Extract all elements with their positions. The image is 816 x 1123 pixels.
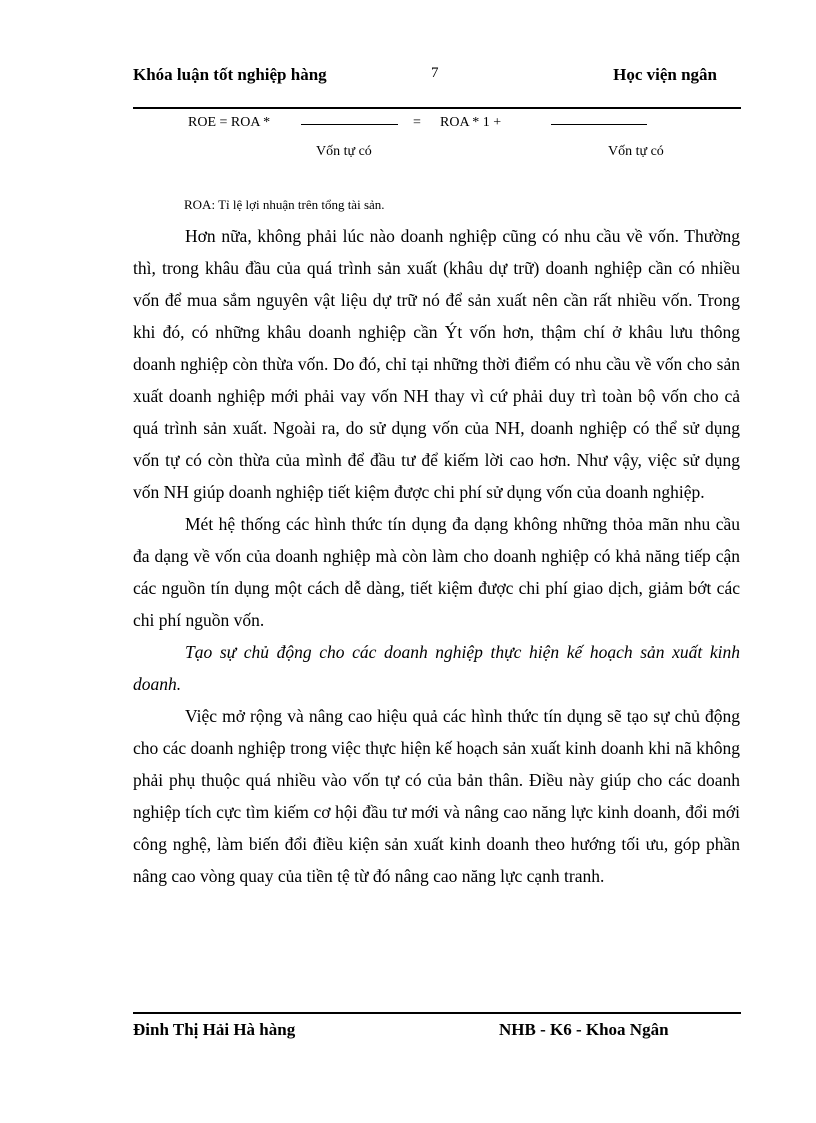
formula-left: ROE = ROA * bbox=[188, 115, 271, 130]
page-header bbox=[133, 60, 741, 110]
page-footer bbox=[133, 1012, 741, 1072]
paragraph: Hơn nữa, không phải lúc nào doanh nghiệp cũng có nhu cầu về vốn. Thường thì, trong khâu đầu của quá trình sản xuất (khâu dự trữ) doanh nghiệp cần có nhiều vốn để mua sắm nguyên vật liệu dự trữ nó để sản xuất nên cần rất nhiều vốn. Trong khi đó, có những khâu doanh nghiệp cần Ýt vốn hơn, thậm chí ở khâu lưu thông doanh nghiệp còn thừa vốn. Do đó, chỉ tại những thời điểm có nhu cầu về vốn cho sản xuất doanh nghiệp mới phải vay vốn NH thay vì cứ phải duy trì toàn bộ vốn cho cả quá trình sản xuất. Ngoài ra, do sử dụng vốn của NH, doanh nghiệp có thể sử dụng vốn tự có còn thừa của mình để đầu tư để kiếm lời cao hơn. Như vậy, việc sử dụng vốn NH giúp doanh nghiệp tiết kiệm được chi phí sử dụng vốn của doanh nghiệp. bbox=[133, 226, 740, 502]
paragraph: Mét hệ thống các hình thức tín dụng đa dạng không những thỏa mãn nhu cầu đa dạng về vốn của doanh nghiệp mà còn làm cho doanh nghiệp có khả năng tiếp cận các nguồn tín dụng một cách dễ dàng, tiết kiệm được chi phí giao dịch, giảm bớt các chi phí nguồn vốn. bbox=[133, 514, 740, 630]
roa-definition: ROA: Tỉ lệ lợi nhuận trên tổng tài sản. bbox=[184, 197, 385, 212]
roe-formula bbox=[185, 115, 705, 175]
paragraph: Việc mở rộng và nâng cao hiệu quả các hình thức tín dụng sẽ tạo sự chủ động cho các doanh nghiệp trong việc thực hiện kế hoạch sản xuất kinh doanh khi nã không phải phụ thuộc quá nhiều vào vốn tự có của bản thân. Điều này giúp cho các doanh nghiệp tích cực tìm kiếm cơ hội đầu tư mới và nâng cao năng lực kinh doanh, đổi mới công nghệ, làm biến đổi điều kiện sản xuất kinh doanh theo hướng tối ưu, góp phần nâng cao vòng quay của tiền tệ từ đó nâng cao năng lực cạnh tranh. bbox=[133, 706, 740, 886]
body-text bbox=[133, 220, 740, 892]
header-rule bbox=[133, 107, 741, 109]
fraction-bar-left bbox=[301, 124, 398, 125]
formula-middle: ROA * 1 + bbox=[440, 115, 502, 130]
footer-class: NHB - K6 - Khoa Ngân bbox=[499, 1020, 669, 1039]
footer-author: Đinh Thị Hải Hà hàng bbox=[133, 1020, 296, 1039]
formula-equals: = bbox=[413, 115, 421, 130]
fraction-bar-right bbox=[551, 124, 647, 125]
header-thesis-title: Khóa luận tốt nghiệp hàng bbox=[133, 65, 327, 84]
footer-rule bbox=[133, 1012, 741, 1014]
page-number: 7 bbox=[431, 65, 439, 81]
formula-denominator-left: Vốn tự có bbox=[316, 144, 372, 159]
formula-denominator-right: Vốn tự có bbox=[608, 144, 664, 159]
header-institution: Học viện ngân bbox=[613, 65, 717, 84]
italic-subheading: Tạo sự chủ động cho các doanh nghiệp thực hiện kế hoạch sản xuất kinh doanh. bbox=[133, 642, 740, 694]
